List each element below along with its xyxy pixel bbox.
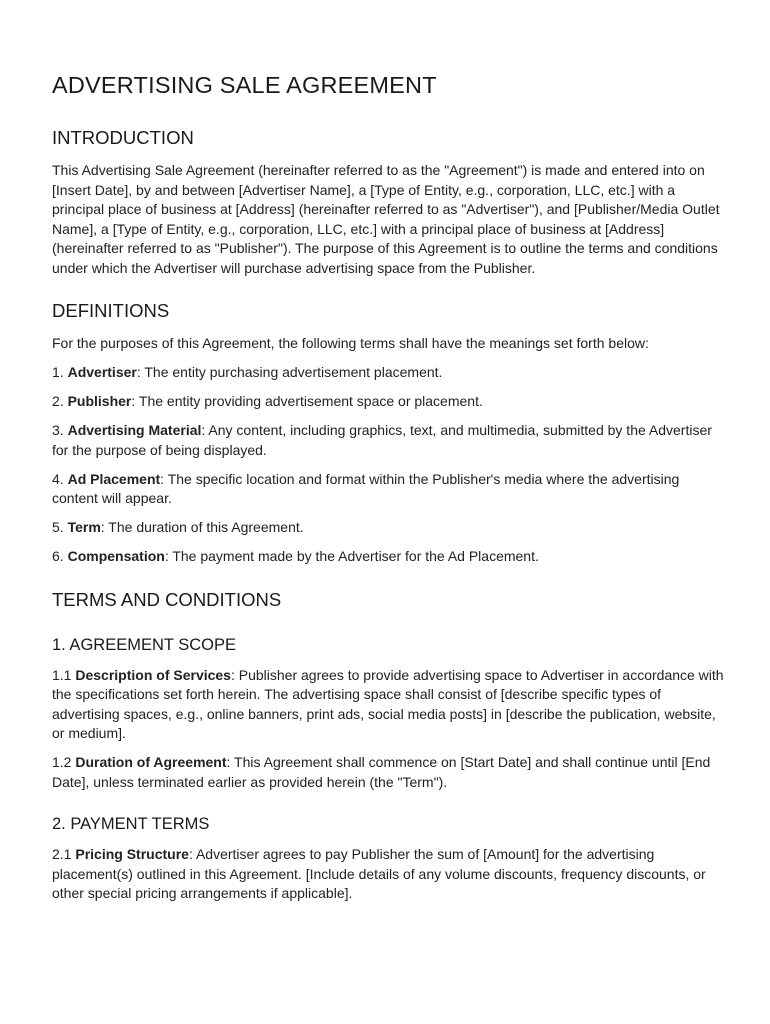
clause-term: Duration of Agreement <box>75 754 227 770</box>
definition-term: Compensation <box>67 548 165 564</box>
definition-term: Ad Placement <box>67 470 161 487</box>
document-page <box>52 70 724 904</box>
definition-term: Advertising Material <box>67 422 202 438</box>
clause: 2.1 Pricing Structure: Advertiser agrees to pay Publisher the sum of [Amount] for the advertising placement(s) outlined in this Agreement. [Include details of any volume discounts, frequency discounts, or other special pricing arrangements if applicable]. <box>52 846 706 901</box>
definition-item: 4. Ad Placement: The specific location and format within the Publisher's media where the advertising content will appear. <box>52 470 680 506</box>
terms-heading: TERMS AND CONDITIONS <box>52 588 282 610</box>
definitions-heading: DEFINITIONS <box>52 300 170 321</box>
clause: 1.1 Description of Services: Publisher agrees to provide advertising space to Advertiser in accordance with the specifications set forth herein. The advertising space shall consist of [describe specific types of advertising spaces, e.g., online banners, print ads, social media posts] in [describe the publication, website, or medium]. <box>52 666 724 741</box>
section-heading-agreement-scope: 1. AGREEMENT SCOPE <box>52 635 236 654</box>
definition-item: 1. Advertiser: The entity purchasing advertisement placement. <box>52 364 443 380</box>
definition-term: Advertiser <box>67 364 137 380</box>
definitions-intro: For the purposes of this Agreement, the following terms shall have the meanings set forth below: <box>52 335 649 351</box>
definition-item: 3. Advertising Material: Any content, including graphics, text, and multimedia, submitted by the Advertiser for the purpose of being displayed. <box>52 422 712 458</box>
section-heading-payment-terms: 2. PAYMENT TERMS <box>52 815 210 833</box>
clause: 1.2 Duration of Agreement: This Agreement shall commence on [Start Date] and shall continue until [End Date], unless terminated earlier as provided herein (the "Term"). <box>52 754 711 790</box>
document-title: ADVERTISING SALE AGREEMENT <box>52 72 437 98</box>
definition-term: Publisher <box>67 393 132 409</box>
clause-term: Description of Services <box>75 666 231 683</box>
introduction-text: This Advertising Sale Agreement (hereinafter referred to as the "Agreement") is made and entered into on [Insert Date], by and between [Advertiser Name], a [Type of Entity, e.g., corporation, LLC, etc.] with a principal place of business at [Address] (hereinafter referred to as "Advertiser"), and [Publisher/Media Outlet Name], a [Type of Entity, e.g., corporation, LLC, etc.] with a principal place of business at [Address] (hereinafter referred to as "Publisher"). The purpose of this Agreement is to outline the terms and conditions under which the Advertiser will purchase advertising space from the Publisher. <box>52 162 720 276</box>
definition-term: Term <box>67 519 101 535</box>
definition-item: 6. Compensation: The payment made by the Advertiser for the Ad Placement. <box>52 548 539 564</box>
introduction-heading: INTRODUCTION <box>52 127 194 148</box>
definition-item: 5. Term: The duration of this Agreement. <box>52 519 304 535</box>
clause-term: Pricing Structure <box>75 846 189 862</box>
definition-item: 2. Publisher: The entity providing advertisement space or placement. <box>52 393 483 409</box>
